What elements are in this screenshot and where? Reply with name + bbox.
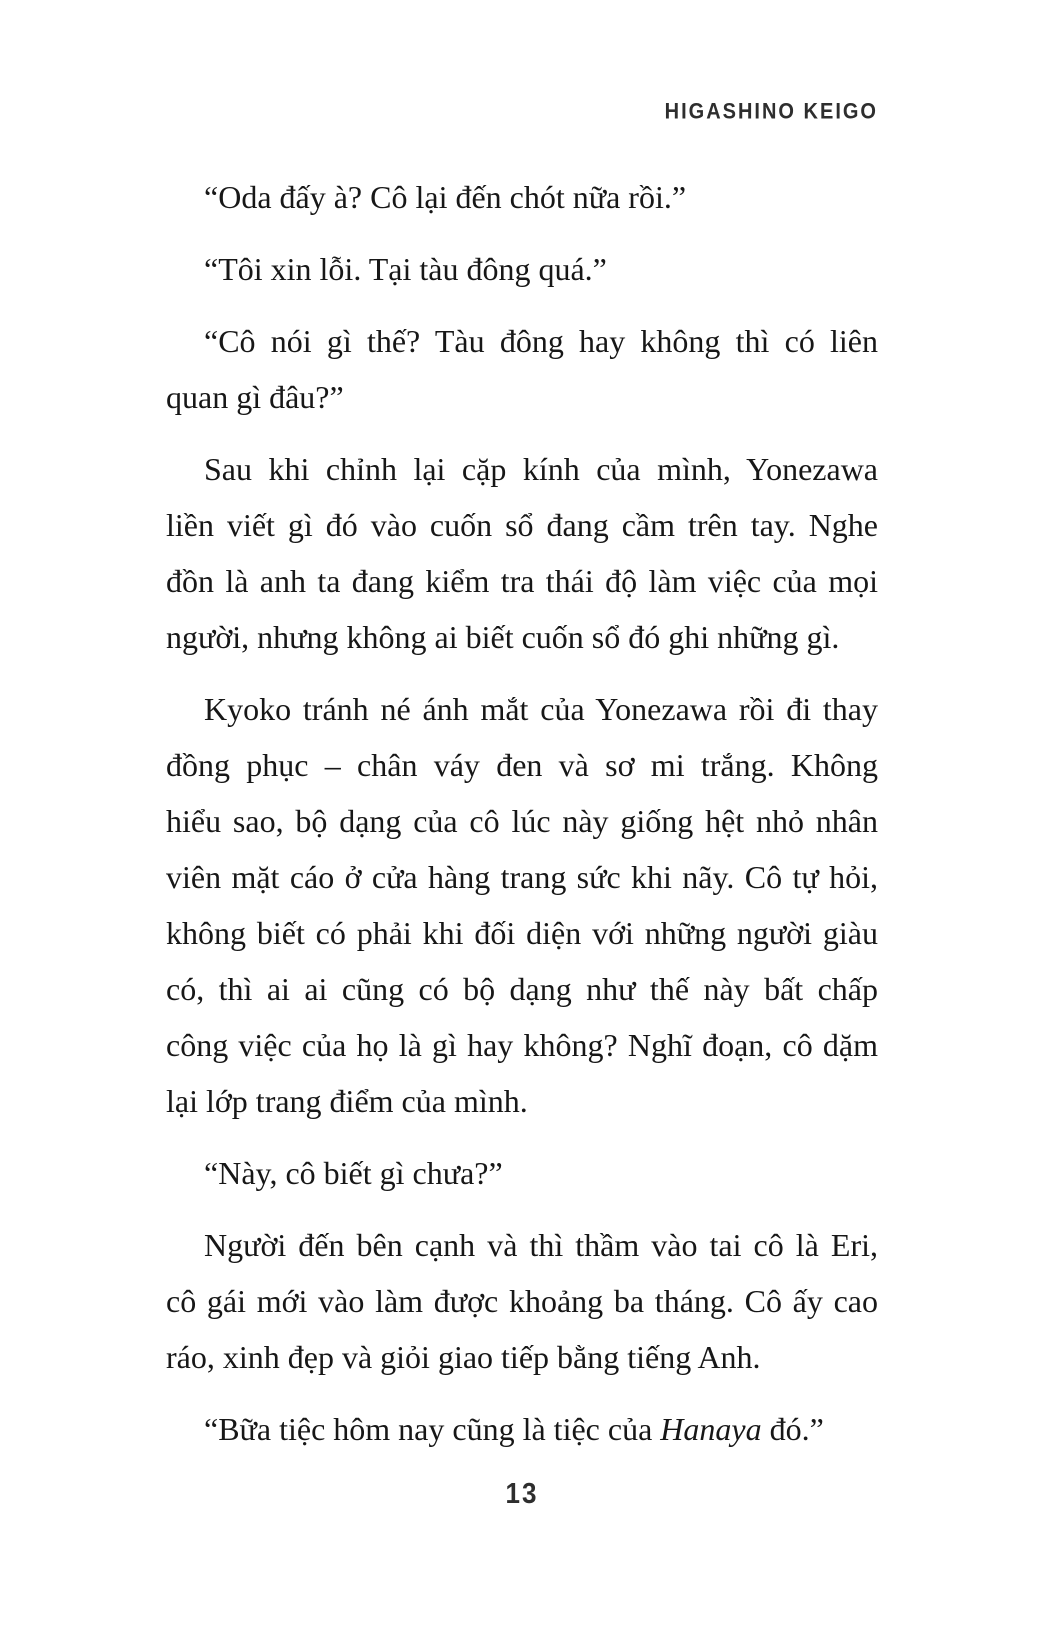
paragraph [166,313,878,425]
text-run: người, nhưng không ai biết cuốn sổ đó ghi những gì. [166,619,840,655]
paragraph [166,1401,878,1457]
text-line [166,553,878,609]
text-run: “Này, cô biết gì chưa?” [204,1155,503,1191]
text-run: lại lớp trang điểm của mình. [166,1083,528,1119]
paragraph [166,241,878,297]
text-line [166,1217,878,1273]
text-line [166,1329,878,1385]
text-line [166,793,878,849]
text-run: Kyoko tránh né ánh mắt của Yonezawa rồi đi thay [204,691,878,727]
text-run: đồn là anh ta đang kiểm tra thái độ làm việc của mọi [166,563,878,599]
paragraph [166,441,878,665]
text-line [166,1073,878,1129]
text-run: không biết có phải khi đối diện với những người giàu [166,915,878,951]
text-run: viên mặt cáo ở cửa hàng trang sức khi nãy. Cô tự hỏi, [166,859,878,895]
text-line [166,369,878,425]
text-run: quan gì đâu?” [166,379,344,415]
text-run: đó.” [761,1411,824,1447]
paragraph [166,169,878,225]
text-line [166,1017,878,1073]
text-run: hiểu sao, bộ dạng của cô lúc này giống hệt nhỏ nhân [166,803,878,839]
text-run: Sau khi chỉnh lại cặp kính của mình, Yonezawa [204,451,878,487]
italic-text-run: Hanaya [660,1411,762,1447]
text-run: “Tôi xin lỗi. Tại tàu đông quá.” [204,251,607,287]
text-line [166,681,878,737]
text-run: “Cô nói gì thế? Tàu đông hay không thì có liên [204,323,878,359]
text-run: có, thì ai ai cũng có bộ dạng như thế này bất chấp [166,971,878,1007]
text-run: cô gái mới vào làm được khoảng ba tháng. Cô ấy cao [166,1283,878,1319]
page-number: 13 [505,1476,539,1510]
text-line [166,849,878,905]
running-head-author: HIGASHINO KEIGO [664,99,878,125]
paragraph [166,1217,878,1385]
text-line [166,169,878,225]
text-run: Người đến bên cạnh và thì thầm vào tai cô là Eri, [204,1227,878,1263]
paragraph [166,1145,878,1201]
text-line [166,313,878,369]
text-run: ráo, xinh đẹp và giỏi giao tiếp bằng tiếng Anh. [166,1339,761,1375]
text-run: “Oda đấy à? Cô lại đến chót nữa rồi.” [204,179,687,215]
text-line [166,1145,878,1201]
text-line [166,905,878,961]
text-run: đồng phục – chân váy đen và sơ mi trắng. Không [166,747,878,783]
text-line [166,241,878,297]
text-line [166,441,878,497]
text-line [166,497,878,553]
text-line [166,737,878,793]
text-block [166,169,878,1457]
text-run: công việc của họ là gì hay không? Nghĩ đoạn, cô dặm [166,1027,878,1063]
text-line [166,1401,878,1457]
text-line [166,961,878,1017]
paragraph [166,681,878,1129]
text-run: “Bữa tiệc hôm nay cũng là tiệc của [204,1411,661,1447]
text-line [166,1273,878,1329]
text-run: liền viết gì đó vào cuốn sổ đang cầm trên tay. Nghe [166,507,878,543]
text-line [166,609,878,665]
